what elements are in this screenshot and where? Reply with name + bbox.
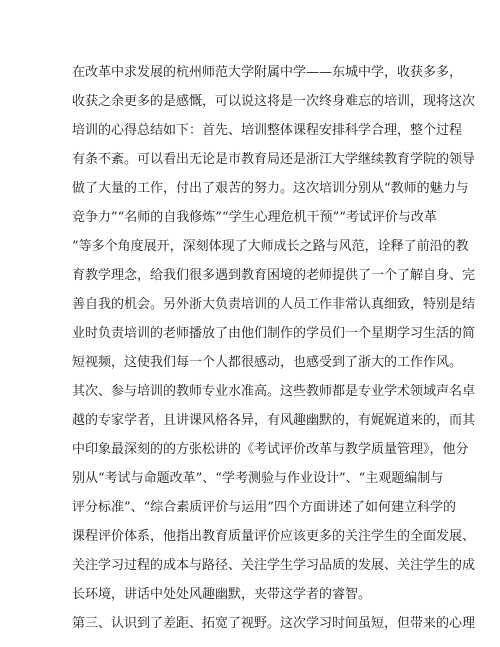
text-line: ”等多个角度展开，深刻体现了大师成长之路与风范，诠释了前沿的教	[72, 239, 469, 254]
text-line: 做了大量的工作，付出了艰苦的努力。这次培训分别从“教师的魅力与	[72, 181, 469, 196]
text-line: 收获之余更多的是感慨，可以说这将是一次终身难忘的培训，现将这次	[72, 94, 476, 109]
text-line: 培训的心得总结如下：首先、培训整体课程安排科学合理，整个过程	[72, 123, 463, 138]
text-line: 竞争力”“名师的自我修炼”“学生心理危机干预”“考试评价与改革	[72, 210, 437, 225]
text-line: 评分标准”、“综合素质评价与运用”四个方面讲述了如何建立科学的	[72, 500, 456, 515]
text-line: 长环境，讲话中处处风趣幽默，夹带这学者的睿智。	[72, 587, 372, 602]
text-line: 有条不紊。可以看出无论是市教育局还是浙江大学继续教育学院的领导	[72, 152, 476, 167]
text-line: 育教学理念，给我们很多遇到教育困境的老师提供了一个了解自身、完	[72, 268, 476, 283]
text-line: 善自我的机会。另外浙大负责培训的人员工作非常认真细致，特别是结	[72, 297, 476, 312]
text-line: 第三、认识到了差距、拓宽了视野。这次学习时间虽短，但带来的心理	[72, 616, 476, 631]
text-line: 中印象最深刻的的方张松讲的《考试评价改革与教学质量管理》，他分	[72, 442, 469, 457]
text-line: 其次、参与培训的教师专业水准高。这些教师都是专业学术领域声名卓	[72, 384, 476, 399]
text-line: 在改革中求发展的杭州师范大学附属中学——东城中学，收获多多，	[72, 65, 463, 80]
text-line: 越的专家学者，且讲课风格各异，有风趣幽默的，有娓娓道来的，而其	[72, 413, 476, 428]
text-line: 短视频，这使我们每一个人都很感动，也感受到了浙大的工作作风。	[72, 355, 463, 370]
text-line: 别从“考试与命题改革”、“学考测验与作业设计”、“主观题编制与	[72, 471, 444, 486]
text-line: 关注学习过程的成本与路径、关注学生学习品质的发展、关注学生的成	[72, 558, 476, 573]
text-line: 业时负责培训的老师播放了由他们制作的学员们一个星期学习生活的简	[72, 326, 476, 341]
text-line: 课程评价体系，他指出教育质量评价应该更多的关注学生的全面发展、	[72, 529, 476, 544]
